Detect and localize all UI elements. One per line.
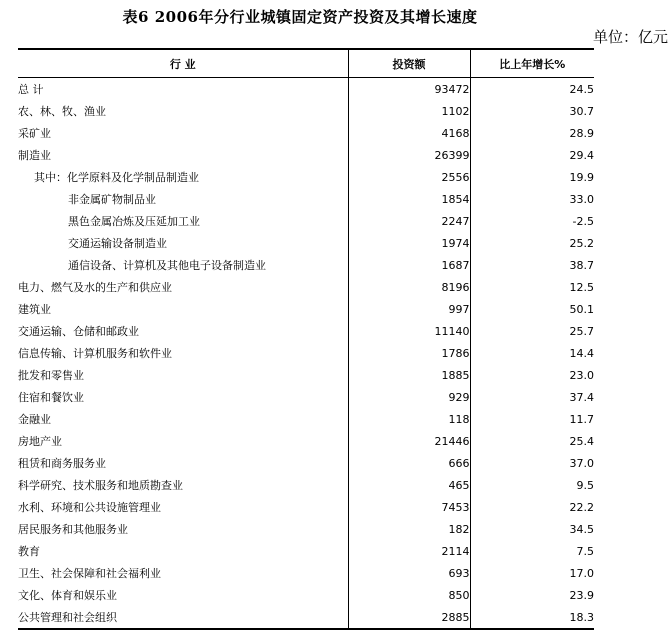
industry-cell: 公共管理和社会组织 [18,606,348,629]
industry-cell: 黑色金属冶炼及压延加工业 [68,215,200,228]
growth-cell: 22.2 [470,496,594,518]
investment-cell: 1102 [348,100,470,122]
table-row [18,518,594,540]
industry-cell: 建筑业 [18,303,51,316]
industry-cell: 信息传输、计算机服务和软件业 [18,347,172,360]
table-row [18,100,594,122]
industry-cell: 采矿业 [18,127,51,140]
table-row [18,474,594,496]
industry-cell: 电力、燃气及水的生产和供应业 [18,281,172,294]
growth-cell: 37.0 [470,452,594,474]
unit-label: 单位：亿元 [592,28,668,46]
table-row [18,188,594,210]
table-row [18,584,594,606]
table-row [18,540,594,562]
investment-cell: 11140 [348,320,470,342]
investment-cell: 929 [348,386,470,408]
investment-cell: 4168 [348,122,470,144]
investment-cell: 465 [348,474,470,496]
table-row [18,254,594,276]
growth-cell: 33.0 [470,188,594,210]
investment-cell: 1687 [348,254,470,276]
table-row [18,342,594,364]
investment-table [18,48,594,630]
investment-cell: 1854 [348,188,470,210]
investment-cell: 1974 [348,232,470,254]
growth-cell: 30.7 [470,100,594,122]
industry-cell: 水利、环境和公共设施管理业 [18,501,161,514]
table-row [18,298,594,320]
industry-cell: 科学研究、技术服务和地质勘查业 [18,479,183,492]
growth-cell: 25.7 [470,320,594,342]
investment-cell: 997 [348,298,470,320]
table-row [18,232,594,254]
table-row [18,430,594,452]
industry-cell: 金融业 [18,413,51,426]
growth-cell: 38.7 [470,254,594,276]
header-row [18,49,594,78]
table-row [18,562,594,584]
growth-cell: 29.4 [470,144,594,166]
growth-cell: 34.5 [470,518,594,540]
growth-cell: 18.3 [470,606,594,629]
investment-cell: 93472 [348,78,470,101]
table-row [18,276,594,298]
growth-cell: 50.1 [470,298,594,320]
table-row [18,78,594,101]
industry-cell: 交通运输设备制造业 [68,237,167,250]
industry-cell: 交通运输、仓储和邮政业 [18,325,139,338]
growth-cell: 25.4 [470,430,594,452]
industry-cell: 批发和零售业 [18,369,84,382]
investment-cell: 1885 [348,364,470,386]
table-row [18,452,594,474]
industry-cell: 制造业 [18,149,51,162]
industry-cell: 居民服务和其他服务业 [18,523,128,536]
table-row [18,496,594,518]
investment-cell: 118 [348,408,470,430]
growth-cell: 37.4 [470,386,594,408]
investment-cell: 850 [348,584,470,606]
table-row [18,606,594,629]
growth-cell: 23.9 [470,584,594,606]
growth-cell: 12.5 [470,276,594,298]
table-row [18,122,594,144]
investment-cell: 693 [348,562,470,584]
growth-cell: 11.7 [470,408,594,430]
industry-cell: 文化、体育和娱乐业 [18,589,117,602]
industry-cell: 非金属矿物制品业 [68,193,156,206]
investment-cell: 2114 [348,540,470,562]
industry-cell: 农、林、牧、渔业 [18,105,106,118]
investment-cell: 8196 [348,276,470,298]
investment-cell: 7453 [348,496,470,518]
investment-cell: 26399 [348,144,470,166]
industry-cell: 卫生、社会保障和社会福利业 [18,567,161,580]
growth-cell: -2.5 [470,210,594,232]
industry-cell: 租赁和商务服务业 [18,457,106,470]
investment-cell: 21446 [348,430,470,452]
industry-cell: 总 计 [18,83,44,96]
industry-cell: 房地产业 [18,435,62,448]
investment-cell: 2556 [348,166,470,188]
industry-cell: 其中：化学原料及化学制品制造业 [34,171,199,184]
growth-cell: 7.5 [470,540,594,562]
investment-cell: 1786 [348,342,470,364]
table-row [18,210,594,232]
header-industry: 行 业 [18,49,348,78]
investment-cell: 2885 [348,606,470,629]
header-investment: 投资额 [348,49,470,78]
table-row [18,386,594,408]
header-growth: 比上年增长% [470,49,594,78]
growth-cell: 23.0 [470,364,594,386]
table-row [18,364,594,386]
table-body [18,78,594,630]
growth-cell: 17.0 [470,562,594,584]
investment-cell: 2247 [348,210,470,232]
growth-cell: 25.2 [470,232,594,254]
table-row [18,320,594,342]
growth-cell: 28.9 [470,122,594,144]
growth-cell: 19.9 [470,166,594,188]
table-row [18,408,594,430]
growth-cell: 9.5 [470,474,594,496]
investment-cell: 182 [348,518,470,540]
table-row [18,144,594,166]
industry-cell: 住宿和餐饮业 [18,391,84,404]
table-row [18,166,594,188]
industry-cell: 教育 [18,545,40,558]
industry-cell: 通信设备、计算机及其他电子设备制造业 [68,259,266,272]
page-title: 表6 2006年分行业城镇固定资产投资及其增长速度 [122,8,478,26]
investment-cell: 666 [348,452,470,474]
growth-cell: 24.5 [470,78,594,101]
growth-cell: 14.4 [470,342,594,364]
